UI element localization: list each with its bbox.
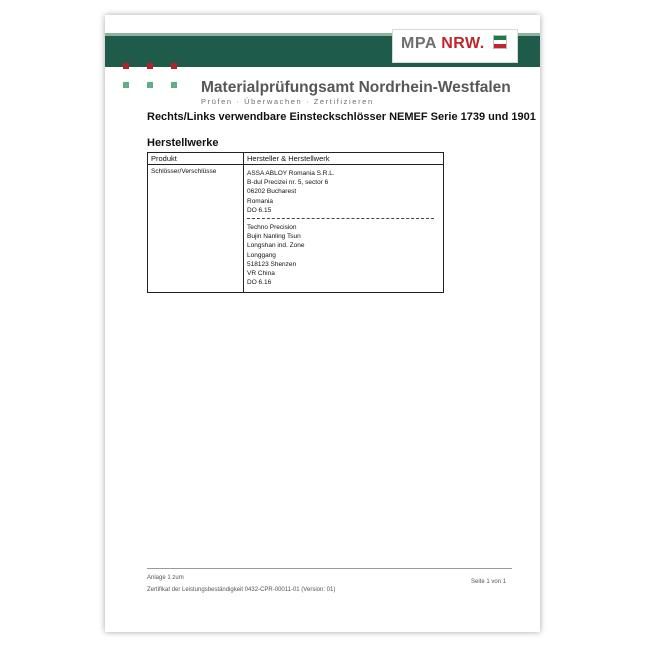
address-line: Bujin Nanling Tsun bbox=[247, 233, 301, 241]
institute-tagline: Prüfen · Überwachen · Zertifizieren bbox=[201, 97, 374, 106]
footer-divider bbox=[147, 568, 512, 569]
nrw-flag-icon bbox=[493, 35, 507, 49]
logo-mpa-text: MPA bbox=[401, 35, 437, 52]
logo-nrw-text: NRW. bbox=[441, 35, 485, 52]
section-heading: Herstellwerke bbox=[147, 137, 219, 149]
green-dot-icon bbox=[147, 82, 153, 88]
table-header-row bbox=[148, 153, 444, 165]
address-line: 06202 Bucharest bbox=[247, 188, 297, 196]
address-line: Longgang bbox=[247, 251, 276, 259]
column-header-product: Produkt bbox=[148, 153, 244, 165]
table-row bbox=[148, 165, 444, 293]
address-line: ASSA ABLOY Romania S.R.L. bbox=[247, 170, 335, 177]
green-dot-icon bbox=[171, 82, 177, 88]
document-title: Rechts/Links verwendbare Einsteckschlösser NEMEF Serie 1739 und 1901 bbox=[147, 111, 536, 123]
red-dot-icon bbox=[171, 63, 177, 69]
footer-annex: Anlage 1 zum bbox=[147, 575, 184, 581]
institute-name: Materialprüfungsamt Nordrhein-Westfalen bbox=[201, 79, 511, 96]
address-line: Romania bbox=[247, 197, 274, 205]
column-header-manufacturer: Hersteller & Herstellwerk bbox=[244, 153, 444, 165]
red-dot-icon bbox=[123, 63, 129, 69]
address-line: B-dul Precizei nr. 5, sector 6 bbox=[247, 179, 329, 187]
dashed-separator bbox=[247, 218, 434, 219]
address-line: 518123 Shenzen bbox=[247, 260, 297, 268]
address-line: DO 6.16 bbox=[247, 279, 272, 287]
address-line: Techno Precision bbox=[247, 224, 297, 232]
address-line: VR China bbox=[247, 270, 275, 278]
address-line: Longshan ind. Zone bbox=[247, 242, 305, 250]
footer-page-number: Seite 1 von 1 bbox=[471, 579, 507, 585]
address-line: DO 6.15 bbox=[247, 206, 272, 214]
product-cell: Schlösser/Verschlüsse bbox=[148, 165, 244, 293]
mpa-nrw-logo bbox=[401, 35, 507, 53]
document-page bbox=[105, 15, 540, 632]
footer-certificate: Zertifikat der Leistungsbeständigkeit 0432-CPR-00011-01 (Version: 01) bbox=[147, 587, 336, 593]
green-dot-icon bbox=[123, 82, 129, 88]
manufacturer-table bbox=[147, 152, 444, 293]
red-dot-icon bbox=[147, 63, 153, 69]
manufacturer-cell bbox=[244, 165, 444, 293]
